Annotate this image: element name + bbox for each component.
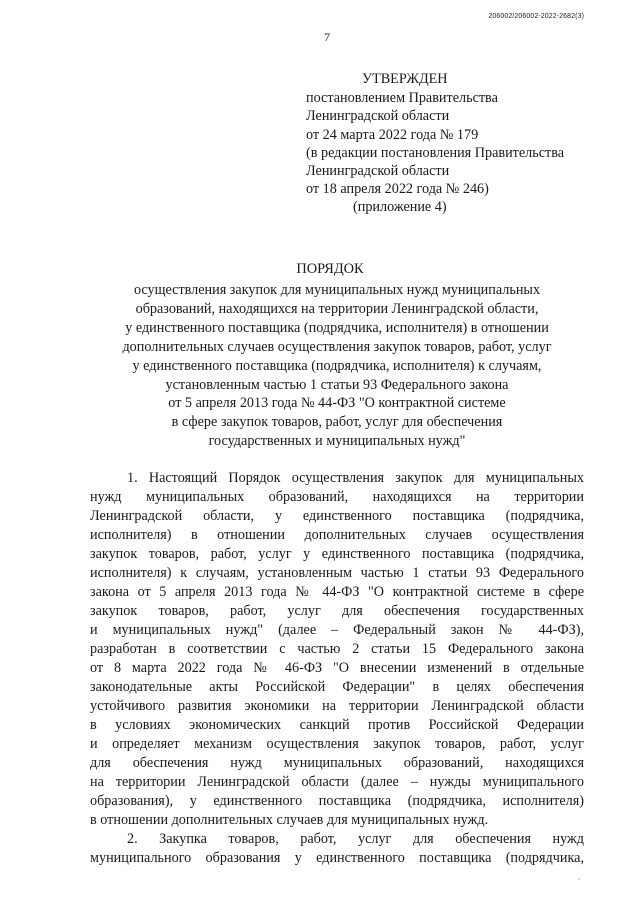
paragraph-1-line: в условиях экономических санкций против Российской Федерации bbox=[90, 717, 584, 733]
paragraph-1-line: разработан в соответствии с частью 2 статьи 15 Федерального закона bbox=[90, 641, 584, 657]
paragraph-1-line: в отношении дополнительных случаев для муниципальных нужд. bbox=[90, 812, 489, 828]
paragraph-1-line: законодательные акты Российской Федерации" в целях обеспечения bbox=[90, 679, 584, 695]
approval-appendix: (приложение 4) bbox=[353, 199, 447, 216]
order-subtitle-line: от 5 апреля 2013 года № 44-ФЗ "О контрактной системе bbox=[168, 395, 506, 412]
paragraph-1-line: 1. Настоящий Порядок осуществления закупок для муниципальных bbox=[127, 470, 584, 486]
paragraph-1-line: нужд муниципальных образований, находящихся на территории bbox=[90, 489, 584, 505]
paragraph-1-line: образования), у единственного поставщика (подрядчика, исполнителя) bbox=[90, 793, 584, 809]
paragraph-1-line: и определяет механизм осуществления закупок товаров, работ, услуг bbox=[90, 736, 584, 752]
page-number: 7 bbox=[324, 30, 330, 44]
document-id: 206002/206002-2022-2682(3) bbox=[488, 13, 584, 20]
approval-line: Ленинградской области bbox=[306, 163, 450, 180]
approval-block bbox=[306, 70, 626, 217]
paragraph-1-line: устойчивого развития экономики на территории Ленинградской области bbox=[90, 698, 584, 714]
approval-line: от 18 апреля 2022 года № 246) bbox=[306, 181, 489, 198]
approval-line: от 24 марта 2022 года № 179 bbox=[306, 126, 479, 143]
paragraph-1-line: закупок товаров, работ, услуг для обеспечения государственных bbox=[90, 603, 584, 619]
paragraph-2-line: 2. Закупка товаров, работ, услуг для обеспечения нужд bbox=[127, 831, 584, 847]
scan-speck bbox=[578, 878, 580, 880]
order-subtitle-line: установленным частью 1 статьи 93 Федерального закона bbox=[165, 376, 509, 393]
order-subtitle-line: дополнительных случаев осуществления закупок товаров, работ, услуг bbox=[122, 338, 552, 355]
approval-line: (в редакции постановления Правительства bbox=[306, 144, 565, 161]
paragraph-1-line: Ленинградской области, у единственного поставщика (подрядчика, bbox=[90, 508, 584, 524]
approval-title: УТВЕРЖДЕН bbox=[362, 71, 448, 87]
body-text bbox=[90, 469, 584, 868]
paragraph-1-line: исполнителя) в отношении дополнительных случаев осуществления bbox=[90, 527, 584, 543]
order-heading: ПОРЯДОК bbox=[296, 261, 364, 277]
paragraph-1-line: на территории Ленинградской области (далее – нужды муниципального bbox=[90, 774, 584, 790]
order-subtitle-line: у единственного поставщика (подрядчика, исполнителя) в отношении bbox=[125, 319, 549, 336]
paragraph-1-line: от 8 марта 2022 года № 46-ФЗ "О внесении изменений в отдельные bbox=[90, 660, 584, 676]
paragraph-1-line: закона от 5 апреля 2013 года № 44-ФЗ "О контрактной системе в сфере bbox=[90, 584, 584, 600]
order-subtitle-line: государственных и муниципальных нужд" bbox=[208, 433, 466, 450]
order-subtitle-line: у единственного поставщика (подрядчика, исполнителя) к случаям, bbox=[132, 357, 542, 374]
order-subtitle-line: осуществления закупок для муниципальных нужд муниципальных bbox=[133, 282, 541, 298]
approval-line: постановлением Правительства bbox=[306, 90, 498, 107]
paragraph-1-line: для обеспечения нужд муниципальных образований, находящихся bbox=[90, 755, 584, 771]
paragraph-1-line: и муниципальных нужд" (далее – Федеральный закон № 44-ФЗ), bbox=[90, 622, 584, 638]
approval-line: Ленинградской области bbox=[306, 108, 450, 125]
paragraph-1-line: исполнителя) к случаям, установленным частью 1 статьи 93 Федерального bbox=[90, 565, 584, 581]
order-subtitle-line: в сфере закупок товаров, работ, услуг для обеспечения bbox=[171, 414, 503, 431]
order-subtitle bbox=[90, 281, 584, 451]
paragraph-2-line: муниципального образования у единственного поставщика (подрядчика, bbox=[90, 850, 584, 866]
paragraph-1-line: закупок товаров, работ, услуг у единственного поставщика (подрядчика, bbox=[90, 546, 584, 562]
order-subtitle-line: образований, находящихся на территории Ленинградской области, bbox=[135, 300, 539, 317]
